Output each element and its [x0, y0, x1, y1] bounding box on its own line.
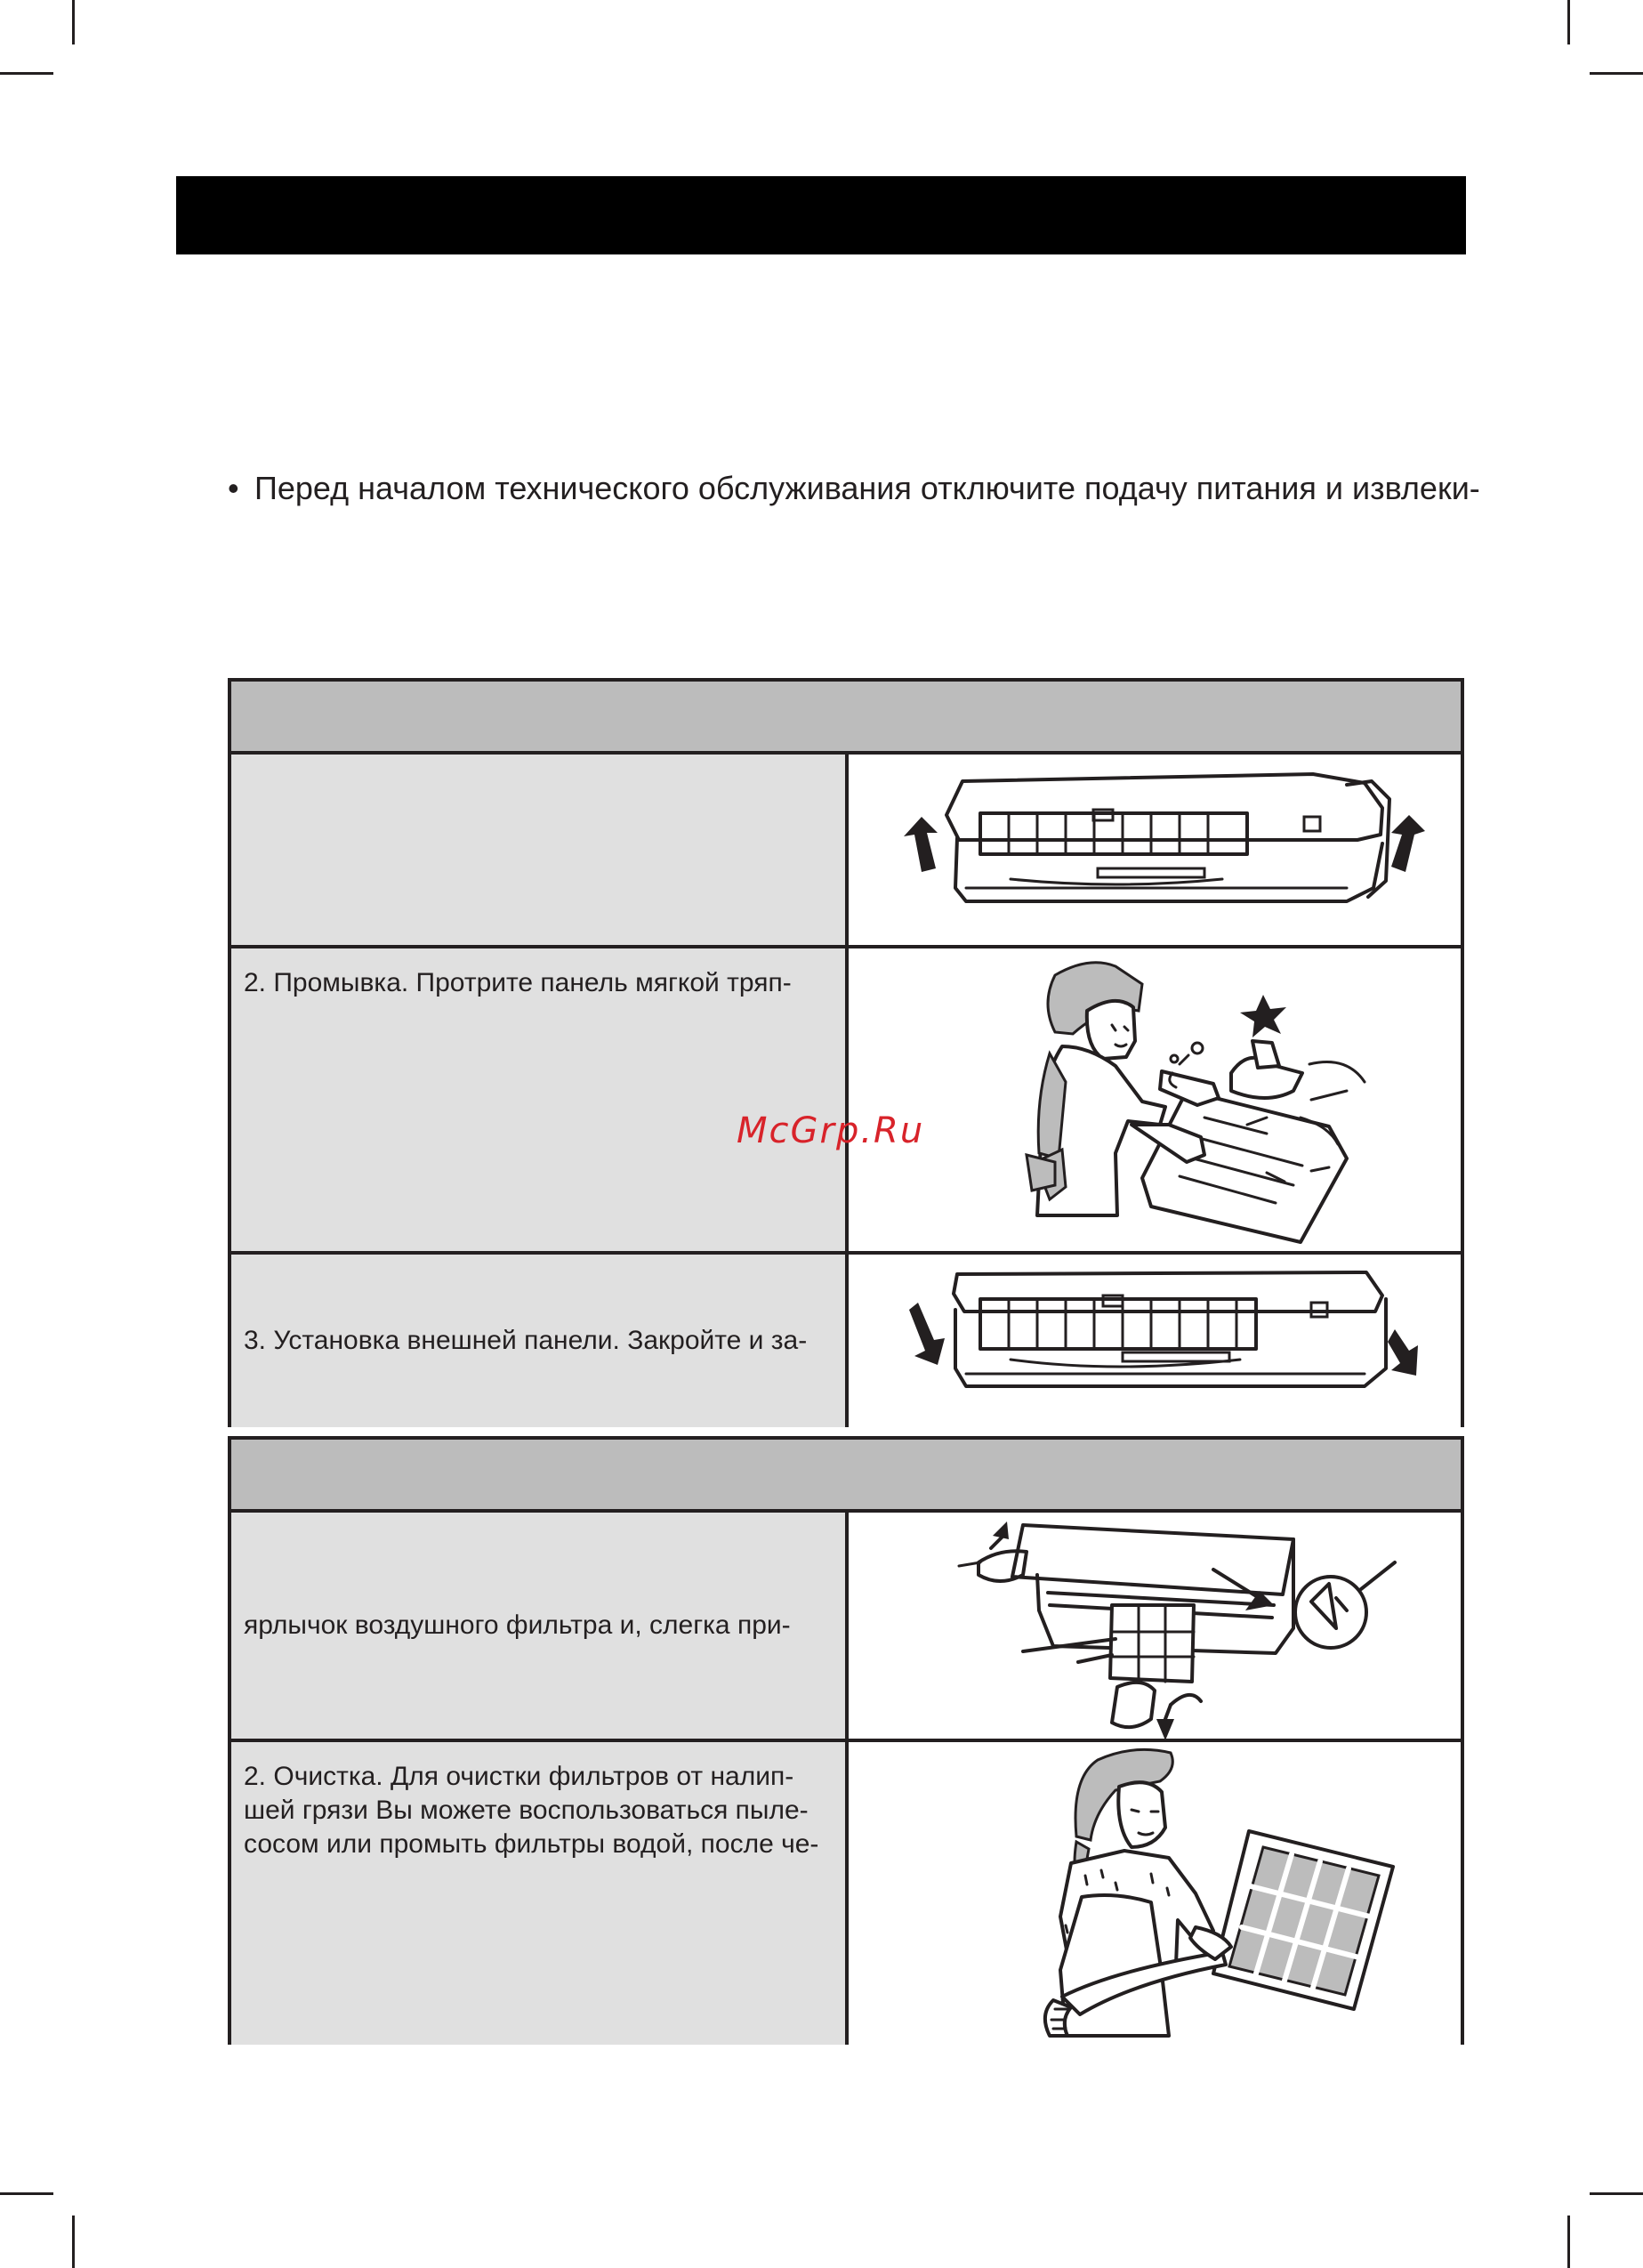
- filter-cleaning-heading: [231, 1440, 1461, 1513]
- crop-mark: [1567, 0, 1570, 44]
- section-title-bar: [176, 176, 1466, 254]
- step-text: 2. Промывка. Протрите панель мягкой тряп-: [231, 948, 849, 1251]
- step-text-line: 2. Очистка. Для очистки фильтров от налип-: [244, 1762, 794, 1791]
- step-text: [231, 755, 849, 945]
- ac-unit-panel-close-icon: [849, 1255, 1461, 1427]
- crop-mark: [0, 2192, 53, 2195]
- step-text: [231, 1742, 849, 2045]
- crop-mark: [72, 2216, 75, 2268]
- person-vacuum-filter-icon: [849, 1742, 1461, 2045]
- filter-cleaning-table: [228, 1436, 1464, 2045]
- step-text: ярлычок воздушного фильтра и, слегка при-: [231, 1513, 849, 1739]
- table-row: [231, 755, 1461, 948]
- step-text-line: сосом или промыть фильтры водой, после че-: [244, 1829, 819, 1859]
- intro-bullet-text: Перед началом технического обслуживания отключите подачу питания и извлеки-: [254, 470, 1480, 506]
- panel-cleaning-table: [228, 678, 1464, 1427]
- crop-mark: [0, 72, 53, 75]
- watermark: McGrp.Ru: [737, 1110, 925, 1151]
- crop-mark: [1590, 2192, 1643, 2195]
- step-text: 3. Установка внешней панели. Закройте и за-: [231, 1255, 849, 1427]
- filter-removal-icon: [849, 1513, 1461, 1739]
- ac-unit-panel-open-icon: [849, 755, 1461, 945]
- intro-bullet: [228, 470, 1480, 507]
- table-row: [231, 1255, 1461, 1427]
- crop-mark: [1590, 72, 1643, 75]
- bullet-symbol: •: [228, 470, 239, 506]
- panel-cleaning-heading: [231, 682, 1461, 755]
- person-washing-panel-icon: [849, 948, 1461, 1251]
- table-row: [231, 1742, 1461, 2045]
- table-row: [231, 1513, 1461, 1742]
- step-text-line: шей грязи Вы можете воспользоваться пыле-: [244, 1796, 809, 1825]
- crop-mark: [72, 0, 75, 44]
- table-row: [231, 948, 1461, 1255]
- crop-mark: [1567, 2216, 1570, 2268]
